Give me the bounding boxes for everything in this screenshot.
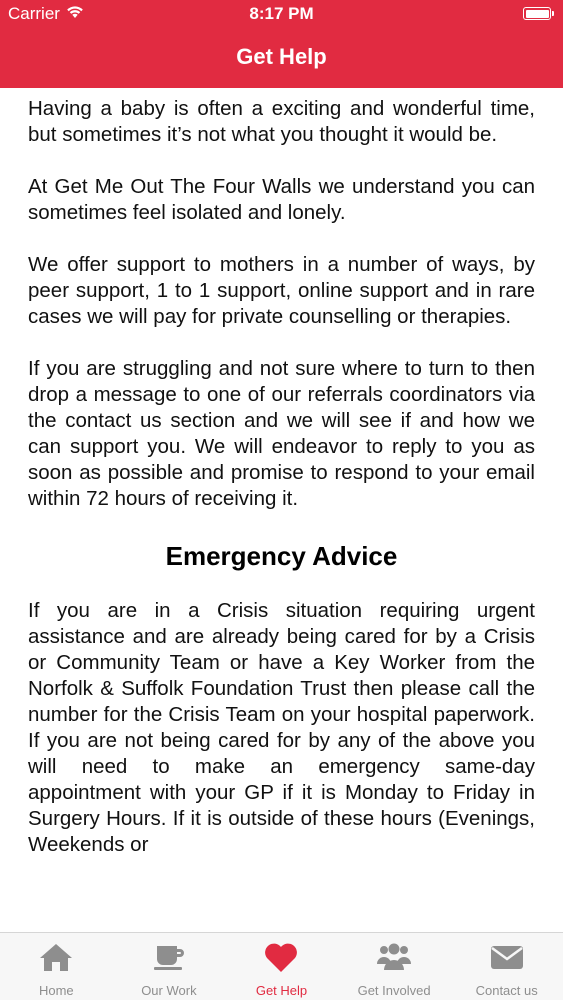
page-title: Get Help (236, 44, 327, 69)
emergency-heading: Emergency Advice (165, 541, 398, 571)
tab-get-help-label: Get Help (255, 983, 308, 998)
header (0, 0, 563, 88)
status-time: 8:17 PM (249, 4, 314, 23)
tab-contact-us[interactable] (450, 933, 563, 1000)
tab-get-help[interactable] (225, 933, 338, 1000)
content-scroll-area[interactable] (28, 96, 535, 932)
home-icon (38, 941, 74, 973)
tab-our-work[interactable] (113, 933, 226, 1000)
coffee-cup-icon (151, 941, 187, 973)
tab-contact-us-label: Contact us (475, 983, 538, 998)
tab-home[interactable] (0, 933, 113, 1000)
status-bar (0, 0, 563, 30)
tab-get-involved-label: Get Involved (357, 983, 431, 998)
people-icon (376, 941, 412, 973)
tab-get-involved[interactable] (338, 933, 451, 1000)
support-paragraph: We offer support to mothers in a number of ways, by peer support, 1 to 1 support, online support and in rare cases we will pay for private counselling or therapies. (28, 253, 535, 328)
tab-home-label: Home (38, 983, 74, 998)
contact-paragraph: If you are struggling and not sure where to turn to then drop a message to one of our referrals coordinators via the contact us section and we will see if and how we can support you. We will endeavor to reply to you as soon as possible and promise to respond to your email within 72 hours of receiving it. (28, 357, 535, 510)
envelope-icon (489, 941, 525, 973)
carrier-label: Carrier (8, 4, 60, 23)
battery-icon (523, 7, 551, 20)
intro-paragraph: Having a baby is often a exciting and wonderful time, but sometimes it’s not what you thought it would be. (28, 97, 535, 146)
tab-bar (0, 932, 563, 1000)
tab-our-work-label: Our Work (141, 983, 197, 998)
emergency-paragraph: If you are in a Crisis situation requiring urgent assistance and are already being cared for by a Crisis or Community Team or have a Key Worker from the Norfolk & Suffolk Foundation Trust then please call the number for the Crisis Team on your hospital paperwork. If you are not being cared for by any of the above you will need to make an emergency same-day appointment with your GP if it is Monday to Friday in Surgery Hours. If it is outside of these hours (Evenings, Weekends or (28, 599, 535, 856)
isolation-paragraph: At Get Me Out The Four Walls we understand you can sometimes feel isolated and lonely. (28, 175, 535, 224)
heart-icon (263, 941, 299, 973)
